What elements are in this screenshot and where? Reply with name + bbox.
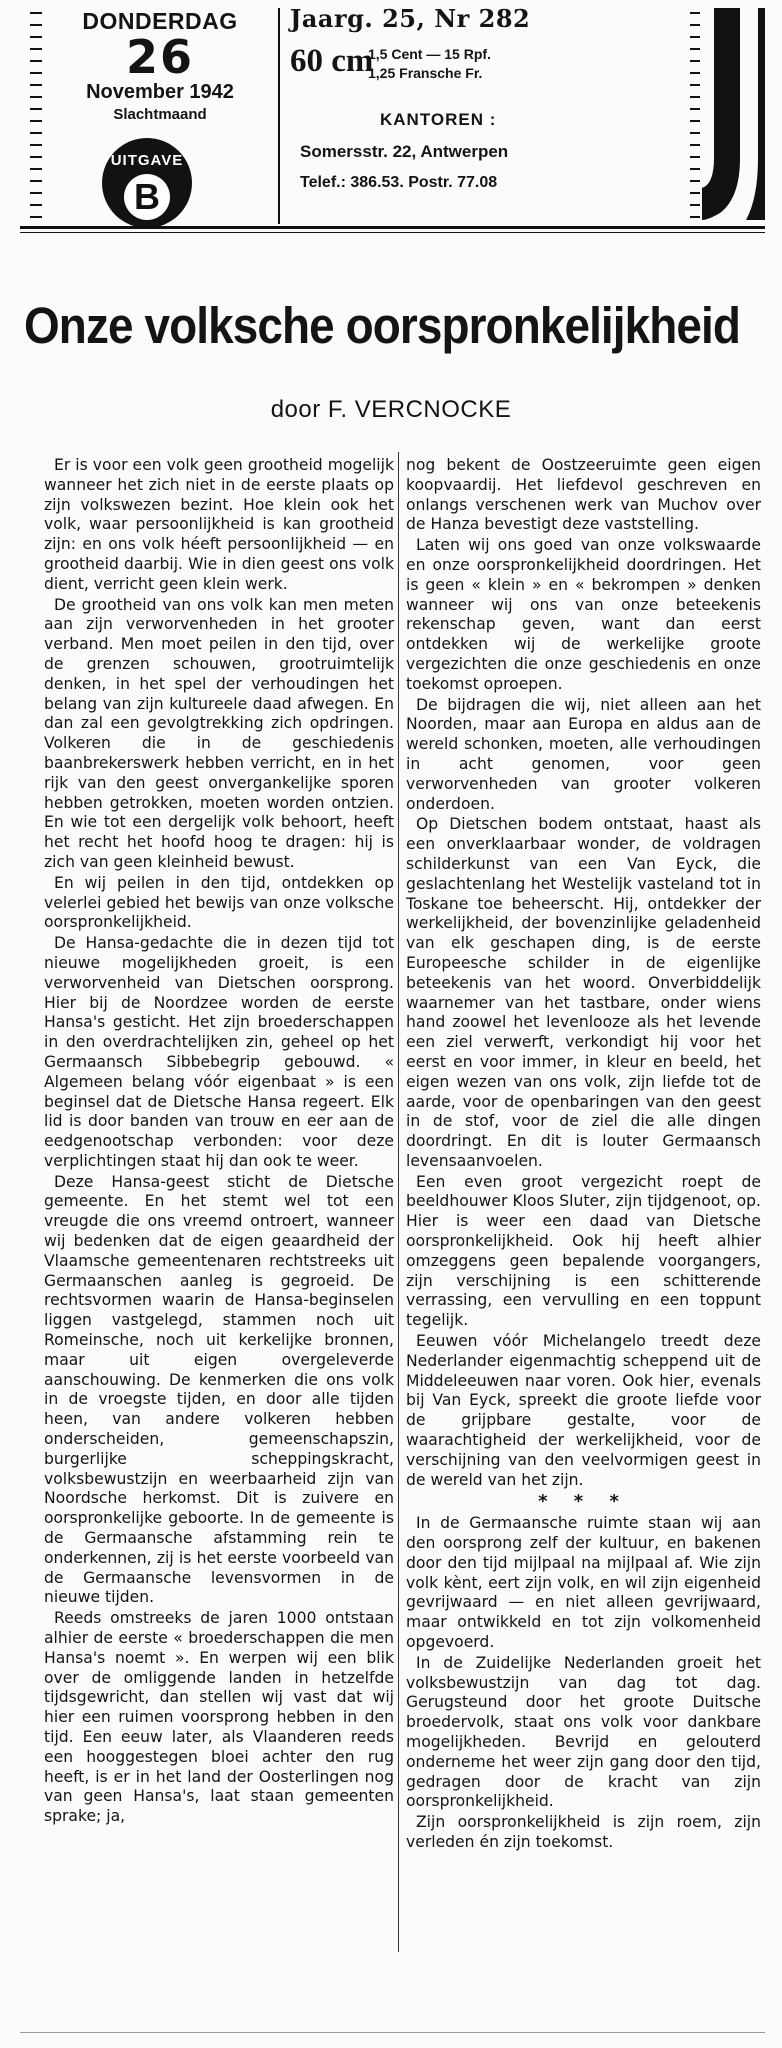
price-row [290,39,630,87]
offices-label: KANTOREN : [380,110,497,129]
paragraph: De grootheid van ons volk kan men meten aan zijn verworvenheden in het grooter verband. Men moet peilen in den tijd, over de grenzen schouwen, grootruimtelijk denken, in het spel der verhoudingen het belang van zijn kultureele daad afwegen. En dan zal een gevolgtrekking zich opdringen. Volkeren die in de geschiedenis baanbrekerswerk hebben verricht, en in het rijk van den geest onvergankelijke sporen hebben getrokken, moeten worden ontzien. En wie tot een dergelijk volk behoort, heeft het recht het hoofd hoog te dragen: hij is zich van geen kleinheid bewust. [44,595,394,871]
paragraph: En wij peilen in den tijd, ontdekken op velerlei gebied het bewijs van onze volksche oorspronkelijkheid. [44,873,394,932]
volume-number: Jaarg. 25, Nr 282 [290,4,531,33]
price-details [368,45,491,83]
masthead-rule-thin [20,232,765,233]
paragraph: In de Zuidelijke Nederlanden groeit het volksbewustzijn van dag tot dag. Gerugsteund door het groote Duitsche broedervolk, staat ons volk voor dankbare mogelijkheden. Bevrijd en gelouterd onderneme het weer zijn gang door den tijd, gedragen door de kracht van zijn oorspronkelijkheid. [406,1653,761,1811]
article-headline: Onze volksche oorspronkelijkheid [24,297,741,354]
left-tick-border [30,12,42,224]
article-column-left [44,456,394,1828]
day-name: DONDERDAG [82,8,238,34]
masthead-logo-fragment [700,8,765,220]
paragraph: nog bekent de Oostzeeruimte geen eigen koopvaardij. Het liefdevol geschreven en onlangs verschenen werk van Muchov over de Hanza bevestigt deze vaststelling. [406,456,761,534]
price-line-2: 1,25 Fransche Fr. [368,65,483,81]
paragraph: De bijdragen die wij, niet alleen aan het Noorden, maar aan Europa en aldus aan de wereld schonken, moeten, alle verhoudingen in acht genomen, voor geen verworvenheden van grooter volkeren onderdoen. [406,695,761,813]
edition-letter: B [124,174,170,220]
masthead [20,0,765,238]
bottom-rule [20,2032,765,2033]
article-column-right [406,456,761,1854]
paragraph: In de Germaansche ruimte staan wij aan den oorsprong zelf der kultuur, en bakenen door den tijd mijlpaal na mijlpaal af. Wie zijn volk kènt, eert zijn volk, en wil zijn eigenheid gevrijwaard — en niet alleen gevrijwaard, maar ontwikkeld en tot zijn volkomenheid opgevoerd. [406,1514,761,1652]
article-byline: door F. VERCNOCKE [270,396,512,423]
paragraph: Een even groot vergezicht roept de beeldhouwer Kloos Sluter, zijn tijdgenoot, op. Hier is weer een daad van Dietsche oorspronkelijkheid. Ook hij heeft alhier omzeggens geen bepalende voorgangers, zijn verschijning is een schitterende verrassing, een vervulling en een toppunt tegelijk. [406,1172,761,1330]
masthead-rule [20,226,765,229]
month-alt-name: Slachtmaand [113,106,207,123]
paragraph: Deze Hansa-geest sticht de Dietsche gemeente. En het stemt wel tot een vreugde die ons vreemd ontroert, wanneer wij bedenken dat de eigen geaardheid der Vlaamsche gemeentenaren rechtstreeks uit Germaanschen aanleg is gegroeid. De rechtsvormen waarin de Hansa-beginselen liggen vastgelegd, stammen noch uit Romeinsche, noch uit kerkelijke bronnen, maar uit eigen overgeleverde aanschouwing. De kenmerken die ons volk in de vroegste tijden, en door alle tijden heen, van andere volkeren hebben onderscheiden, gemeenschapszin, burgerlijke scheppingskracht, volksbewustzijn en weerbaarheid zijn van Noordsche herkomst. Dit is zuivere en oorspronkelijke geboorte. In de gemeente is de Germaansche afstamming rein te onderkennen, zij is het eerste voorbeeld van de Germaansche levensvormen in de nieuwe tijden. [44,1172,394,1607]
section-separator: * * * [538,1491,629,1513]
month-year: November 1942 [86,81,234,103]
paragraph: Zijn oorspronkelijkheid is zijn roem, zijn verleden én zijn toekomst. [406,1813,761,1851]
price-main: 60 cm [290,43,374,79]
publication-info [290,4,630,191]
edition-badge [102,138,192,228]
right-tick-border [690,12,700,224]
paragraph: Laten wij ons goed van onze volkswaarde en onze oorspronkelijkheid doordringen. Het is geen « klein » en « bekrompen » denken wanneer wij ons van onze beteekenis rekenschap geven, want dan eerst ontdekken wij de werkelijke groote vergezichten die onze geschiedenis en onze toekomst oproepen. [406,536,761,693]
masthead-divider [278,8,280,224]
paragraph: Reeds omstreeks de jaren 1000 ontstaan alhier de eerste « broederschappen die men Hansa's noemt ». En werpen wij een blik over de omliggende landen in hetzelfde tijdsgewricht, dan stellen wij vast dat wij hier een ruimen voorsprong hebben in den tijd. Een eeuw later, als Vlaanderen reeds een hooggestegen bloei achter den rug heeft, is er in het land der Oosterlingen nog van geen Hansa's, laat staan gemeenten sprake; ja, [44,1609,394,1826]
price-line-1: 1,5 Cent — 15 Rpf. [368,46,491,62]
paragraph: De Hansa-gedachte die in dezen tijd tot nieuwe mogelijkheden groeit, is een verworvenheid van Dietschen oorsprong. Hier bij de Noordzee worden de eerste Hansa's gesticht. Het zijn broederschappen in den overdrachtelijken zin, geheel op het Germaansch Sibbebegrip gebouwd. « Algemeen belang vóór eigenbaat » is een beginsel dat de Dietsche Hansa regeert. Elk lid is door banden van trouw en eer aan de eedgenootschap verbonden: voor deze verplichtingen staat hij dan ook te weer. [44,934,394,1170]
date-block [50,8,270,123]
paragraph: Er is voor een volk geen grootheid mogelijk wanneer het zich niet in de eerste plaats op zijn volkswezen bezint. Hoe klein ook het volk, waar persoonlijkheid is kan grootheid zijn: en ons volk héeft persoonlijkheid — en grootheid daarbij. Wie in dien geest ons volk dient, verricht geen klein werk. [44,456,394,593]
paragraph: Op Dietschen bodem ontstaat, haast als een onverklaarbaar wonder, de voldragen schilderkunst van een Van Eyck, die geslachtenlang het Westelijk vasteland tot in Toskane toe beheerscht. Hij, ontdekker der werkelijkheid, der bovenzinlijke geladenheid van elk geschapen ding, is de eerste Europeesche schilder in de eigenlijke beteekenis van het woord. Onverbiddelijk waarnemer van het tastbare, onder wiens hand zoowel het levenlooze als het levende een ziel verwerft, verkondigt hij voor het eerst en voor immer, in kleur en beeld, het eigen wezen van ons volk, zijn liefde tot de aarde, voor de openbaringen van den geest in de stof, voor de ziel die alle dingen doordringt. En dit is louter Germaansch levensaanvoelen. [406,815,761,1170]
office-address: Somersstr. 22, Antwerpen [300,142,509,161]
paragraph: Eeuwen vóór Michelangelo treedt deze Nederlander eigenmachtig scheppend uit de Middeleeuwen naar voren. Ook hier, evenals bij Van Eyck, spreekt die groote liefde voor de grijpbare gestalte, voor de waarachtigheid der werkelijkheid, voor de verschijning van den veelvormigen geest in de wereld van het zijn. [406,1332,761,1489]
column-divider [398,452,399,1952]
edition-word: UITGAVE [110,152,184,169]
telephone-line: Telef.: 386.53. Postr. 77.08 [300,174,498,191]
day-number: 26 [125,30,194,84]
